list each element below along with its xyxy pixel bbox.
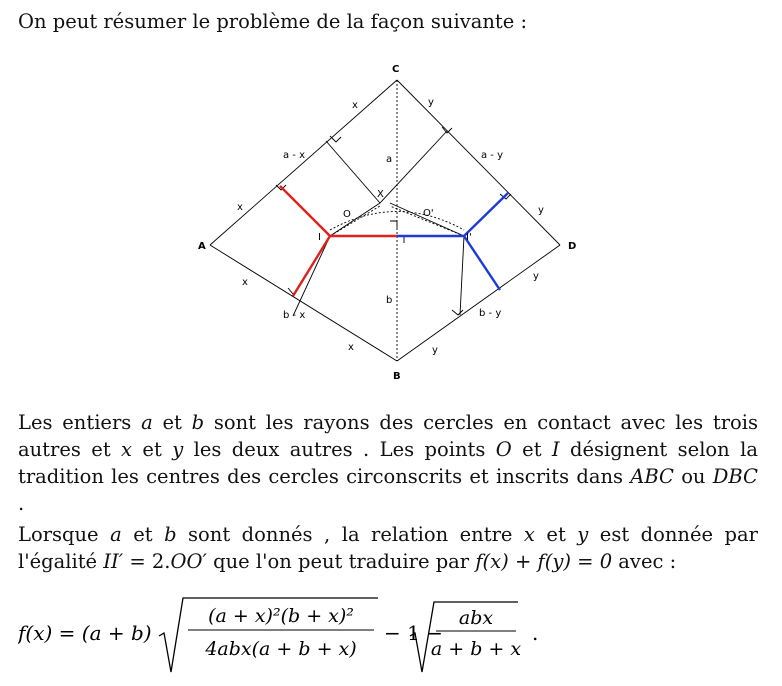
- red-arm-down: [293, 236, 330, 296]
- label-x-top: x: [352, 100, 358, 111]
- line-i2-to-bottom: [460, 236, 464, 315]
- paragraph-radii: Les entiers a et b sont les rayons des cercles en contact avec les trois autres et x et y les deux autres . Les points O et I désignent selon la tradition les centres des cercles circonscrits et inscrits dans ABC ou DBC .: [18, 411, 758, 515]
- right-angle-marker: [452, 310, 463, 315]
- line-i-to-bottom: [293, 236, 330, 316]
- label-b-minus-x: b - x: [283, 310, 306, 321]
- var-a: a: [141, 411, 153, 434]
- var-x: x: [121, 438, 133, 461]
- paragraph-relation: Lorsque a et b sont donnés , la relation entre x et y est donnée par l'égalité II′ = 2.OO′ que l'on peut traduire par f(x) + f(y) = 0 avec :: [18, 523, 758, 573]
- label-b: b: [386, 295, 393, 306]
- equation-ii: II′: [103, 550, 124, 573]
- edge-ac: [210, 80, 397, 245]
- label-x-bottom: x: [348, 342, 354, 353]
- label-y-bottom: y: [432, 345, 438, 356]
- blue-arm-up: [464, 193, 508, 236]
- intro-sentence: On peut résumer le problème de la façon suivante :: [18, 10, 528, 33]
- label-y-lower-right: y: [533, 271, 539, 282]
- edge-db: [397, 245, 560, 361]
- point-o: O: [343, 209, 351, 220]
- point-i-prime: I': [466, 232, 472, 243]
- var-x: x: [523, 523, 535, 546]
- formula-lhs: f(x) = (a + b): [18, 621, 152, 645]
- formula-end: .: [532, 621, 539, 645]
- red-arm-up: [280, 186, 330, 236]
- fraction-2-numerator: abx: [458, 607, 494, 629]
- point-x: X: [377, 189, 384, 200]
- label-x-left: x: [237, 202, 243, 213]
- var-y: y: [577, 523, 589, 546]
- blue-arm-down: [464, 236, 500, 290]
- fraction-1-numerator: (a + x)²(b + x)²: [208, 605, 354, 627]
- vertex-d: D: [568, 241, 577, 252]
- var-a: a: [110, 523, 122, 546]
- triangle-abc: ABC: [630, 465, 674, 488]
- label-y-right: y: [538, 205, 544, 216]
- dashed-o: [330, 206, 380, 236]
- vertex-c: C: [392, 64, 400, 75]
- vertex-b: B: [393, 371, 401, 382]
- equation-f-sum: f(x) + f(y) = 0: [475, 550, 613, 573]
- line-x-to-ac: [326, 141, 380, 203]
- point-o-prime: O': [423, 208, 434, 219]
- formula-f: [18, 592, 738, 682]
- vertex-a: A: [198, 241, 206, 252]
- fraction-1-denominator: 4abx(a + b + x): [205, 638, 357, 660]
- right-angle-marker: [330, 136, 341, 142]
- minus-one: − 1 −: [384, 621, 443, 645]
- label-a-minus-x: a - x: [283, 150, 306, 161]
- label-b-minus-y: b - y: [479, 308, 502, 319]
- var-b: b: [164, 523, 177, 546]
- fraction-2-denominator: a + b + x: [430, 638, 522, 660]
- right-angle-marker: [390, 221, 397, 228]
- line-x-to-cd: [380, 131, 447, 203]
- label-a: a: [386, 154, 393, 165]
- equation-mid: = 2.: [123, 550, 171, 573]
- var-o: O: [495, 438, 512, 461]
- triangle-dbc: DBC: [712, 465, 758, 488]
- edge-ba: [210, 245, 397, 361]
- equation-oo: OO′: [170, 550, 207, 573]
- var-b: b: [191, 411, 205, 434]
- var-y: y: [172, 438, 184, 461]
- label-a-minus-y: a - y: [481, 150, 504, 161]
- label-x-lower-left: x: [242, 277, 248, 288]
- var-i: I: [551, 438, 560, 461]
- geometry-figure: [190, 58, 590, 388]
- point-i: I: [318, 232, 321, 243]
- label-y-top: y: [428, 97, 434, 108]
